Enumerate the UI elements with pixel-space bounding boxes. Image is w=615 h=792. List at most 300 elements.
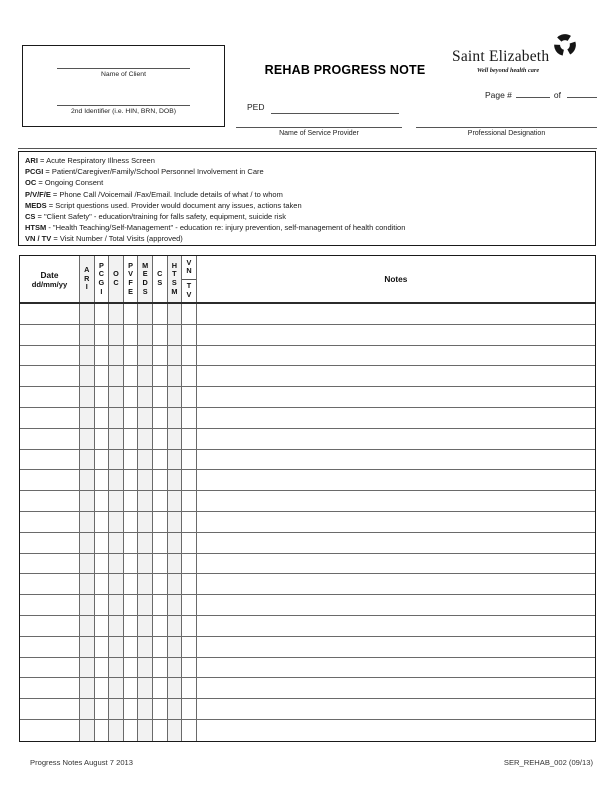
flag-cell-HTSM (168, 533, 183, 553)
legend-separator: - (46, 223, 53, 233)
flag-cell-HTSM (168, 637, 183, 657)
flag-cell-MEDS (138, 366, 153, 386)
flag-cell-HTSM (168, 512, 183, 532)
col-header-letter-group (138, 256, 152, 302)
flag-cell-VN-TV (182, 658, 197, 678)
client-box (22, 45, 225, 127)
flag-cell-MEDS (138, 429, 153, 449)
legend-key: HTSM (25, 223, 47, 233)
flag-cell-MEDS (138, 512, 153, 532)
date-cell (20, 512, 80, 532)
col-header-MEDS (138, 256, 153, 302)
flag-cell-ARI (80, 678, 95, 698)
flag-cell-PCGI (95, 658, 110, 678)
flag-cell-MEDS (138, 387, 153, 407)
flag-cell-ARI (80, 429, 95, 449)
flag-cell-HTSM (168, 720, 183, 741)
col-header-letter: C (98, 269, 105, 279)
col-header-letter: I (100, 286, 103, 296)
date-cell (20, 366, 80, 386)
flag-cell-PCGI (95, 429, 110, 449)
flag-cell-HTSM (168, 429, 183, 449)
progress-table (19, 255, 596, 742)
legend-key: PCGI (25, 167, 44, 177)
col-header-letter-group (153, 256, 167, 302)
flag-cell-CS (153, 574, 168, 594)
flag-cell-VN-TV (182, 491, 197, 511)
flag-cell-HTSM (168, 470, 183, 490)
flag-cell-PCGI (95, 408, 110, 428)
notes-cell (197, 408, 595, 428)
table-row (20, 616, 595, 637)
flag-cell-PCGI (95, 450, 110, 470)
date-cell (20, 346, 80, 366)
flag-cell-PVFE (124, 450, 139, 470)
flag-cell-CS (153, 720, 168, 741)
flag-cell-PVFE (124, 408, 139, 428)
legend-text: "Client Safety" - education/training for falls safety, equipment, suicide risk (43, 212, 286, 222)
page-number-label: Page # (484, 90, 512, 100)
date-cell (20, 325, 80, 345)
date-header-line1: Date (40, 269, 59, 280)
flag-cell-PVFE (124, 470, 139, 490)
flag-cell-MEDS (138, 533, 153, 553)
col-header-letter: D (142, 278, 148, 287)
flag-cell-PVFE (124, 554, 139, 574)
flag-cell-MEDS (138, 658, 153, 678)
table-row (20, 554, 595, 575)
flag-cell-CS (153, 637, 168, 657)
table-row (20, 699, 595, 720)
flag-cell-OC (109, 533, 124, 553)
flag-cell-VN-TV (182, 554, 197, 574)
table-row (20, 304, 595, 325)
flag-cell-HTSM (168, 658, 183, 678)
flag-cell-PCGI (95, 595, 110, 615)
notes-cell (197, 574, 595, 594)
table-row (20, 533, 595, 554)
col-header-letter: P (98, 260, 104, 270)
date-cell (20, 699, 80, 719)
flag-cell-CS (153, 491, 168, 511)
col-header-letter-group (109, 256, 123, 302)
ped-label: PED (247, 102, 265, 112)
col-header-letter-group (182, 279, 196, 303)
flag-cell-CS (153, 470, 168, 490)
flag-cell-PVFE (124, 429, 139, 449)
legend-key: P/V/F/E (25, 189, 51, 199)
col-header-letter: E (142, 269, 148, 279)
legend-text: "Health Teaching/Self-Management" - education re: injury prevention, self-management of health condition (52, 223, 406, 233)
flag-cell-VN-TV (182, 699, 197, 719)
notes-cell (197, 491, 595, 511)
col-header-OC (109, 256, 124, 302)
flag-cell-PCGI (95, 574, 110, 594)
second-identifier-line (57, 105, 190, 106)
table-row (20, 450, 595, 471)
table-row (20, 637, 595, 658)
col-header-letter: T (186, 281, 192, 291)
flag-cell-OC (109, 595, 124, 615)
flag-cell-OC (109, 304, 124, 324)
flag-cell-HTSM (168, 491, 183, 511)
flag-cell-HTSM (168, 554, 183, 574)
flag-cell-HTSM (168, 387, 183, 407)
flag-cell-ARI (80, 470, 95, 490)
col-header-letter: M (171, 286, 178, 296)
flag-cell-PVFE (124, 595, 139, 615)
legend-key: OC (25, 178, 37, 188)
flag-cell-VN-TV (182, 470, 197, 490)
date-cell (20, 450, 80, 470)
name-of-client-label: Name of Client (101, 71, 146, 78)
table-row (20, 678, 595, 699)
flag-cell-MEDS (138, 554, 153, 574)
col-header-PVFE (124, 256, 139, 302)
flag-cell-ARI (80, 574, 95, 594)
notes-cell (197, 304, 595, 324)
flag-cell-MEDS (138, 574, 153, 594)
flag-cell-PCGI (95, 512, 110, 532)
date-cell (20, 574, 80, 594)
table-row (20, 346, 595, 367)
legend-text: Patient/Caregiver/Family/School Personnel Involvement in Care (51, 167, 264, 177)
flag-cell-ARI (80, 325, 95, 345)
legend-text: Visit Number / Total Visits (approved) (59, 234, 183, 244)
date-column-header (20, 256, 80, 302)
date-cell (20, 408, 80, 428)
flag-cell-ARI (80, 366, 95, 386)
table-row (20, 470, 595, 491)
legend-separator: = (36, 178, 45, 188)
date-cell (20, 678, 80, 698)
legend-item (25, 233, 589, 244)
flag-cell-ARI (80, 637, 95, 657)
flag-cell-MEDS (138, 346, 153, 366)
col-header-letter-group (80, 256, 94, 302)
footer-left: Progress Notes August 7 2013 (30, 758, 134, 767)
flag-cell-OC (109, 366, 124, 386)
col-header-letter-group (168, 256, 182, 302)
legend-text: Ongoing Consent (44, 178, 104, 188)
flag-cell-ARI (80, 387, 95, 407)
legend-item (25, 189, 589, 200)
flag-cell-HTSM (168, 616, 183, 636)
flag-cell-CS (153, 595, 168, 615)
col-header-letter: C (157, 269, 163, 279)
flag-cell-HTSM (168, 699, 183, 719)
flag-cell-ARI (80, 491, 95, 511)
flag-cell-HTSM (168, 595, 183, 615)
col-header-letter: R (84, 273, 90, 283)
table-row (20, 429, 595, 450)
flag-cell-PCGI (95, 491, 110, 511)
flag-cell-OC (109, 387, 124, 407)
flag-cell-PCGI (95, 325, 110, 345)
table-header-row (20, 256, 595, 304)
flag-cell-MEDS (138, 408, 153, 428)
flag-cell-ARI (80, 720, 95, 741)
brand-tagline: Well beyond health care (476, 67, 540, 74)
flag-cell-MEDS (138, 491, 153, 511)
flag-cell-VN-TV (182, 512, 197, 532)
flag-cell-OC (109, 554, 124, 574)
flag-cell-PVFE (124, 637, 139, 657)
table-row (20, 658, 595, 679)
flag-cell-PVFE (124, 616, 139, 636)
flag-cell-OC (109, 325, 124, 345)
flag-cell-PCGI (95, 387, 110, 407)
flag-cell-ARI (80, 658, 95, 678)
date-header-line2: dd/mm/yy (31, 279, 68, 289)
flag-cell-ARI (80, 450, 95, 470)
flag-cell-PVFE (124, 678, 139, 698)
flag-cell-PVFE (124, 366, 139, 386)
notes-cell (197, 470, 595, 490)
legend-item (25, 177, 589, 188)
flag-cell-OC (109, 429, 124, 449)
flag-cell-CS (153, 512, 168, 532)
flag-cell-VN-TV (182, 616, 197, 636)
flag-cell-PVFE (124, 304, 139, 324)
flag-cell-PVFE (124, 699, 139, 719)
flag-cell-PCGI (95, 346, 110, 366)
flag-cell-MEDS (138, 637, 153, 657)
date-cell (20, 720, 80, 741)
flag-cell-ARI (80, 616, 95, 636)
table-row (20, 387, 595, 408)
flag-cell-OC (109, 346, 124, 366)
col-header-letter: V (128, 269, 134, 279)
flag-cell-ARI (80, 304, 95, 324)
legend-key: VN / TV (25, 234, 52, 244)
flag-cell-ARI (80, 408, 95, 428)
date-cell (20, 533, 80, 553)
flag-cell-VN-TV (182, 304, 197, 324)
flag-cell-PVFE (124, 387, 139, 407)
notes-cell (197, 658, 595, 678)
flag-cell-HTSM (168, 450, 183, 470)
legend-key: MEDS (25, 200, 47, 210)
notes-cell (197, 699, 595, 719)
flag-cell-PCGI (95, 699, 110, 719)
flag-cell-MEDS (138, 450, 153, 470)
flag-cell-ARI (80, 699, 95, 719)
notes-cell (197, 325, 595, 345)
date-cell (20, 429, 80, 449)
flag-cell-PCGI (95, 616, 110, 636)
date-cell (20, 304, 80, 324)
col-header-letter: V (186, 289, 192, 299)
page-number-blank (516, 89, 550, 98)
flag-cell-MEDS (138, 699, 153, 719)
page-total-blank (567, 89, 597, 98)
flag-cell-CS (153, 450, 168, 470)
legend-item (25, 166, 589, 177)
flag-cell-HTSM (168, 325, 183, 345)
notes-cell (197, 595, 595, 615)
legend-item (25, 222, 589, 233)
col-header-letter: N (186, 266, 192, 276)
flag-cell-VN-TV (182, 325, 197, 345)
flag-cell-CS (153, 658, 168, 678)
table-row (20, 512, 595, 533)
legend-separator: = (50, 189, 60, 199)
table-row (20, 366, 595, 387)
legend-separator: = (51, 234, 60, 244)
legend-separator: = (46, 200, 56, 210)
flag-cell-PCGI (95, 637, 110, 657)
col-header-letter: E (128, 286, 134, 296)
designation-label: Professional Designation (467, 130, 546, 137)
flag-cell-ARI (80, 512, 95, 532)
notes-cell (197, 678, 595, 698)
form-title: REHAB PROGRESS NOTE (264, 63, 426, 77)
flag-cell-ARI (80, 533, 95, 553)
legend-key: CS (25, 212, 36, 222)
col-header-letter-group (182, 256, 196, 279)
page-of-label: of (553, 90, 561, 100)
flag-cell-HTSM (168, 574, 183, 594)
col-header-letter: S (157, 278, 163, 287)
flag-cell-OC (109, 658, 124, 678)
flag-cell-OC (109, 574, 124, 594)
table-row (20, 408, 595, 429)
flag-cell-OC (109, 491, 124, 511)
flag-cell-HTSM (168, 346, 183, 366)
flag-cell-OC (109, 637, 124, 657)
triskelion-logo-icon (551, 31, 579, 64)
col-header-letter: A (84, 264, 90, 274)
flag-cell-PCGI (95, 554, 110, 574)
flag-cell-ARI (80, 554, 95, 574)
flag-cell-MEDS (138, 595, 153, 615)
page-number-row (485, 89, 597, 100)
flag-cell-CS (153, 678, 168, 698)
table-row (20, 491, 595, 512)
flag-cell-CS (153, 304, 168, 324)
flag-cell-OC (109, 720, 124, 741)
date-cell (20, 616, 80, 636)
flag-cell-HTSM (168, 366, 183, 386)
flag-cell-ARI (80, 595, 95, 615)
flag-cell-MEDS (138, 325, 153, 345)
notes-cell (197, 720, 595, 741)
legend-item (25, 155, 589, 166)
flag-cell-PCGI (95, 720, 110, 741)
col-header-letter-group (95, 256, 109, 302)
date-cell (20, 470, 80, 490)
flag-cell-CS (153, 325, 168, 345)
legend-key: ARI (25, 156, 38, 165)
col-header-letter: V (186, 257, 192, 267)
flag-cell-CS (153, 533, 168, 553)
notes-cell (197, 533, 595, 553)
notes-cell (197, 554, 595, 574)
flag-cell-OC (109, 470, 124, 490)
col-header-letter-group (124, 256, 138, 302)
brand-name: Saint Elizabeth (452, 48, 550, 65)
flag-cell-PCGI (95, 470, 110, 490)
flag-cell-VN-TV (182, 387, 197, 407)
flag-cell-PVFE (124, 346, 139, 366)
flag-cell-PVFE (124, 720, 139, 741)
legend-text: Acute Respiratory Illness Screen (46, 156, 155, 165)
flag-cell-OC (109, 678, 124, 698)
flag-cell-CS (153, 616, 168, 636)
flag-cell-VN-TV (182, 678, 197, 698)
flag-cell-HTSM (168, 408, 183, 428)
flag-cell-CS (153, 366, 168, 386)
date-cell (20, 491, 80, 511)
table-row (20, 720, 595, 741)
col-header-letter: T (172, 269, 177, 279)
flag-cell-OC (109, 699, 124, 719)
legend-separator: = (35, 212, 44, 222)
flag-cell-VN-TV (182, 574, 197, 594)
flag-cell-MEDS (138, 470, 153, 490)
flag-cell-HTSM (168, 304, 183, 324)
footer-right: SER_REHAB_002 (09/13) (503, 758, 593, 767)
flag-cell-MEDS (138, 720, 153, 741)
flag-cell-PCGI (95, 678, 110, 698)
flag-cell-MEDS (138, 304, 153, 324)
flag-cell-VN-TV (182, 595, 197, 615)
col-header-CS (153, 256, 168, 302)
flag-cell-VN-TV (182, 533, 197, 553)
table-row (20, 595, 595, 616)
date-cell (20, 387, 80, 407)
col-header-letter: C (113, 278, 119, 287)
notes-cell (197, 512, 595, 532)
flag-cell-PCGI (95, 304, 110, 324)
legend-item (25, 200, 589, 211)
flag-cell-OC (109, 512, 124, 532)
flag-cell-VN-TV (182, 637, 197, 657)
notes-cell (197, 450, 595, 470)
flag-cell-VN-TV (182, 346, 197, 366)
flag-cell-VN-TV (182, 408, 197, 428)
flag-cell-OC (109, 450, 124, 470)
flag-cell-PVFE (124, 533, 139, 553)
flag-cell-CS (153, 554, 168, 574)
flag-cell-PVFE (124, 325, 139, 345)
designation-line (416, 127, 597, 137)
flag-cell-CS (153, 429, 168, 449)
col-header-ARI (80, 256, 95, 302)
notes-column-header: Notes (384, 274, 408, 284)
flag-cell-MEDS (138, 678, 153, 698)
flag-cell-PCGI (95, 366, 110, 386)
flag-cell-MEDS (138, 616, 153, 636)
flag-cell-VN-TV (182, 450, 197, 470)
col-header-VN-TV (182, 256, 197, 302)
col-header-PCGI (95, 256, 110, 302)
flag-cell-PCGI (95, 533, 110, 553)
flag-cell-CS (153, 387, 168, 407)
flag-cell-OC (109, 408, 124, 428)
col-header-letter: G (98, 278, 105, 287)
col-header-letter: S (171, 278, 177, 287)
ped-line (271, 113, 399, 114)
second-identifier-label: 2nd Identifier (i.e. HIN, BRN, DOB) (70, 108, 176, 115)
flag-cell-CS (153, 346, 168, 366)
col-header-letter: I (85, 282, 88, 292)
name-of-client-line (57, 68, 190, 69)
flag-cell-VN-TV (182, 720, 197, 741)
col-header-HTSM (168, 256, 183, 302)
col-header-letter: H (171, 260, 177, 270)
